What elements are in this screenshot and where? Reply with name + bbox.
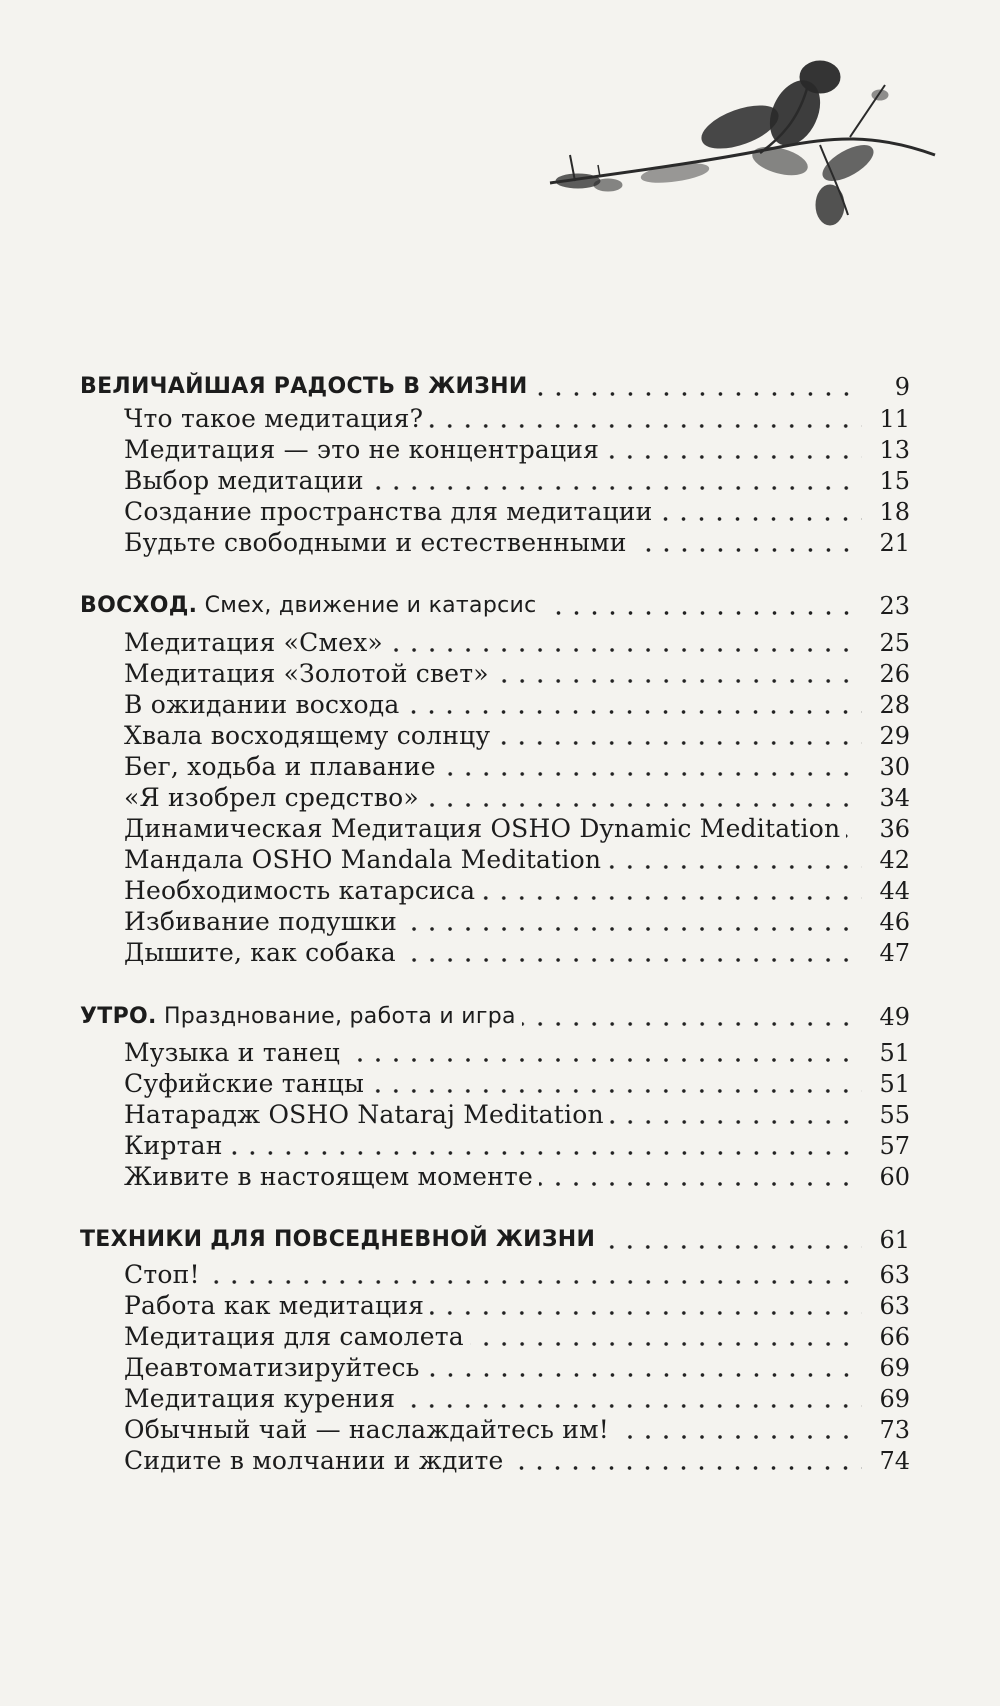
page-number: 66 — [879, 1323, 910, 1351]
toc-entry[interactable] — [124, 1318, 910, 1352]
toc-entry[interactable] — [124, 779, 910, 813]
page-number: 57 — [879, 1132, 910, 1160]
dot-leader — [615, 1435, 862, 1439]
page-number: 34 — [879, 784, 910, 812]
entry-title: Живите в настоящем моменте — [124, 1162, 533, 1191]
page-number: 73 — [879, 1416, 910, 1444]
toc-entry[interactable] — [124, 462, 910, 496]
dot-leader — [401, 1404, 862, 1408]
toc-entry[interactable] — [124, 493, 910, 527]
dot-leader — [846, 834, 862, 838]
entry-title: Сидите в молчании и ждите — [124, 1446, 504, 1475]
dot-leader — [539, 1182, 862, 1186]
section-heading-2[interactable] — [80, 587, 910, 621]
toc-entry[interactable] — [124, 624, 910, 658]
dot-leader — [206, 1280, 862, 1284]
section-title-caps: ВОСХОД. — [80, 593, 198, 618]
entry-title: Натарадж OSHO Nataraj Meditation — [124, 1100, 604, 1129]
page-number: 18 — [879, 498, 910, 526]
entry-title: Медитация — это не концентрация — [124, 435, 600, 464]
entry-title: Хвала восходящему солнцу — [124, 721, 491, 750]
page-number: 69 — [879, 1354, 910, 1382]
section-title — [80, 372, 528, 402]
toc-entry[interactable] — [124, 1065, 910, 1099]
entry-title: Мандала OSHO Mandala Meditation — [124, 845, 602, 874]
toc-entry[interactable] — [124, 1442, 910, 1476]
entry-title: Необходимость катарсиса — [124, 876, 476, 905]
entry-title: Будьте свободными и естественными — [124, 528, 627, 557]
dot-leader — [481, 896, 862, 900]
dot-leader — [543, 611, 863, 615]
dot-leader — [430, 1311, 862, 1315]
section-heading-1[interactable] — [80, 368, 910, 402]
dot-leader — [389, 648, 862, 652]
page-number: 28 — [879, 691, 910, 719]
dot-leader — [522, 1022, 862, 1026]
dot-leader — [495, 679, 862, 683]
toc-entry[interactable] — [124, 1256, 910, 1290]
page-number: 51 — [879, 1039, 910, 1067]
toc-entry[interactable] — [124, 1034, 910, 1068]
entry-title: Деавтоматизируйтесь — [124, 1353, 420, 1382]
dot-leader — [370, 486, 862, 490]
section-heading-4[interactable] — [80, 1221, 910, 1255]
entry-title: Медитация «Золотой свет» — [124, 659, 489, 688]
page-number: 42 — [879, 846, 910, 874]
page-number: 69 — [879, 1385, 910, 1413]
page-number: 51 — [879, 1070, 910, 1098]
dot-leader — [429, 424, 862, 428]
entry-title: Динамическая Медитация OSHO Dynamic Meditation — [124, 814, 841, 843]
toc-entry[interactable] — [124, 1411, 910, 1445]
page-number: 55 — [879, 1101, 910, 1129]
page-number: 11 — [879, 405, 910, 433]
dot-leader — [229, 1151, 862, 1155]
entry-title: В ожидании восхода — [124, 690, 400, 719]
toc-entry[interactable] — [124, 810, 910, 844]
entry-title: Медитация курения — [124, 1384, 396, 1413]
entry-title: Создание пространства для медитации — [124, 497, 653, 526]
page-number: 74 — [879, 1447, 910, 1475]
toc-entry[interactable] — [124, 934, 910, 968]
dot-leader — [496, 741, 862, 745]
dot-leader — [470, 1342, 862, 1346]
page-number: 36 — [879, 815, 910, 843]
entry-title: Музыка и танец — [124, 1038, 340, 1067]
entry-title: Избивание подушки — [124, 907, 397, 936]
dot-leader — [610, 1120, 862, 1124]
dot-leader — [605, 455, 862, 459]
entry-title: Медитация «Смех» — [124, 628, 383, 657]
entry-title: Киртан — [124, 1131, 223, 1160]
dot-leader — [442, 772, 862, 776]
page-number: 21 — [879, 529, 910, 557]
dot-leader — [405, 710, 862, 714]
page-number: 46 — [879, 908, 910, 936]
dot-leader — [633, 548, 862, 552]
page-number: 23 — [879, 592, 910, 620]
entry-title: Работа как медитация — [124, 1291, 425, 1320]
toc-entry[interactable] — [124, 655, 910, 689]
dot-leader — [370, 1089, 862, 1093]
dot-leader — [509, 1466, 862, 1470]
section-title — [80, 591, 537, 621]
toc-entry[interactable] — [124, 903, 910, 937]
section-title-caps: УТРО. — [80, 1004, 157, 1029]
page-number: 47 — [879, 939, 910, 967]
entry-title: Стоп! — [124, 1260, 200, 1289]
entry-title: Выбор медитации — [124, 466, 364, 495]
page-number: 61 — [879, 1226, 910, 1254]
entry-title: «Я изобрел средство» — [124, 783, 419, 812]
dot-leader — [534, 392, 862, 396]
dot-leader — [658, 517, 862, 521]
page-number: 49 — [879, 1003, 910, 1031]
toc-entry[interactable] — [124, 1287, 910, 1321]
entry-title: Суфийские танцы — [124, 1069, 365, 1098]
page-number: 30 — [879, 753, 910, 781]
toc-entry[interactable] — [124, 841, 910, 875]
page-number: 26 — [879, 660, 910, 688]
entry-title: Бег, ходьба и плавание — [124, 752, 436, 781]
page-number: 15 — [879, 467, 910, 495]
page-number: 63 — [879, 1292, 910, 1320]
section-title-caps: ВЕЛИЧАЙШАЯ РАДОСТЬ В ЖИЗНИ — [80, 374, 528, 399]
toc-entry[interactable] — [124, 400, 910, 434]
section-title-rest: Празднование, работа и игра — [156, 1004, 516, 1029]
entry-title: Обычный чай — наслаждайтесь им! — [124, 1415, 609, 1444]
page-number: 60 — [879, 1163, 910, 1191]
toc-entry[interactable] — [124, 431, 910, 465]
section-heading-3[interactable] — [80, 998, 910, 1032]
toc-entry[interactable] — [124, 524, 910, 558]
page-number: 44 — [879, 877, 910, 905]
section-title — [80, 1225, 595, 1255]
toc-entry[interactable] — [124, 1349, 910, 1383]
dot-leader — [601, 1245, 862, 1249]
toc-entry[interactable] — [124, 872, 910, 906]
toc-entry[interactable] — [124, 717, 910, 751]
section-title — [80, 1002, 516, 1032]
toc-entry[interactable] — [124, 1380, 910, 1414]
ink-branch-illustration — [530, 55, 970, 250]
page-number: 63 — [879, 1261, 910, 1289]
dot-leader — [607, 865, 862, 869]
toc-entry[interactable] — [124, 1096, 910, 1130]
toc-entry[interactable] — [124, 686, 910, 720]
dot-leader — [403, 927, 862, 931]
page-number: 13 — [879, 436, 910, 464]
dot-leader — [426, 1373, 862, 1377]
entry-title: Что такое медитация? — [124, 404, 424, 433]
dot-leader — [425, 803, 862, 807]
section-title-caps: ТЕХНИКИ ДЛЯ ПОВСЕДНЕВНОЙ ЖИЗНИ — [80, 1227, 596, 1252]
page-number: 25 — [879, 629, 910, 657]
toc-entry[interactable] — [124, 748, 910, 782]
section-title-rest: Смех, движение и катарсис — [197, 593, 537, 618]
dot-leader — [346, 1058, 862, 1062]
dot-leader — [402, 958, 862, 962]
page-number: 9 — [894, 373, 910, 401]
toc-entry[interactable] — [124, 1158, 910, 1192]
toc-entry[interactable] — [124, 1127, 910, 1161]
entry-title: Медитация для самолета — [124, 1322, 464, 1351]
page-number: 29 — [879, 722, 910, 750]
entry-title: Дышите, как собака — [124, 938, 396, 967]
